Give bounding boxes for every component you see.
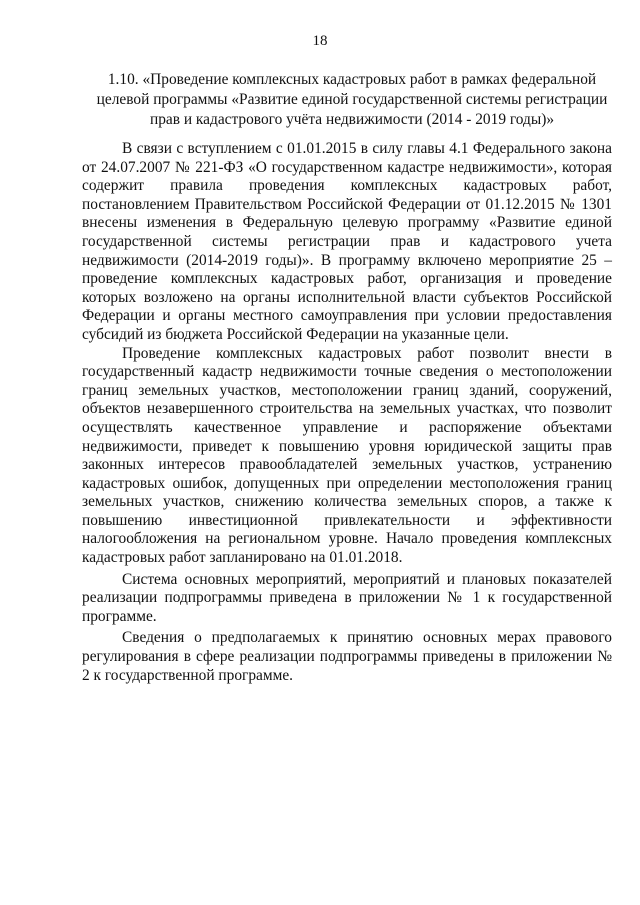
paragraph-system-of-measures: Система основных мероприятий, мероприятий и плановых показателей реализации подпрограммы приведена в приложении № 1 к государственной программе. [82,570,612,625]
page-number: 18 [312,33,328,49]
section-title: 1.10. «Проведение комплексных кадастровых работ в рамках федеральной целевой программы «Развитие единой государственной системы регистрации прав и кадастрового учёта недвижимости (2014 - 2019 годы)» [96,71,608,128]
paragraph-cadastral-works-benefits: Проведение комплексных кадастровых работ позволит внести в государственный кадастр недвижимости точные сведения о местоположении границ земельных участков, местоположении границ зданий, сооружений, объектов незавершенного строительства на земельных участках, что позволит осуществлять качественное управление и распоряжение объектами недвижимости, приведет к повышению уровня юридической защиты прав законных интересов правообладателей земельных участков, устранению кадастровых ошибок, допущенных при определении местоположения границ земельных участков, снижению количества земельных споров, а также к повышению инвестиционной привлекательности и эффективности налогообложения на региональном уровне. Начало проведения комплексных кадастровых работ запланировано на 01.01.2018. [82,344,612,567]
body-text [82,140,612,685]
paragraph-legal-basis: В связи с вступлением с 01.01.2015 в силу главы 4.1 Федерального закона от 24.07.2007 № 221-ФЗ «О государственном кадастре недвижимости», которая содержит правила проведения комплексных кадастровых работ, постановлением Правительством Российской Федерации от 01.12.2015 № 1301 внесены изменения в Федеральную целевую программу «Развитие единой государственной системы регистрации прав и кадастрового учета недвижимости (2014-2019 годы)». В программу включено мероприятие 25 – проведение комплексных кадастровых работ, организация и проведение которых возложено на органы исполнительной власти субъектов Российской Федерации и органы местного самоуправления при условии предоставления субсидий из бюджета Российской Федерации на указанные цели. [82,140,612,343]
paragraph-legal-regulation: Сведения о предполагаемых к принятию основных мерах правового регулирования в сфере реализации подпрограммы приведены в приложении № 2 к государственной программе. [82,629,612,684]
